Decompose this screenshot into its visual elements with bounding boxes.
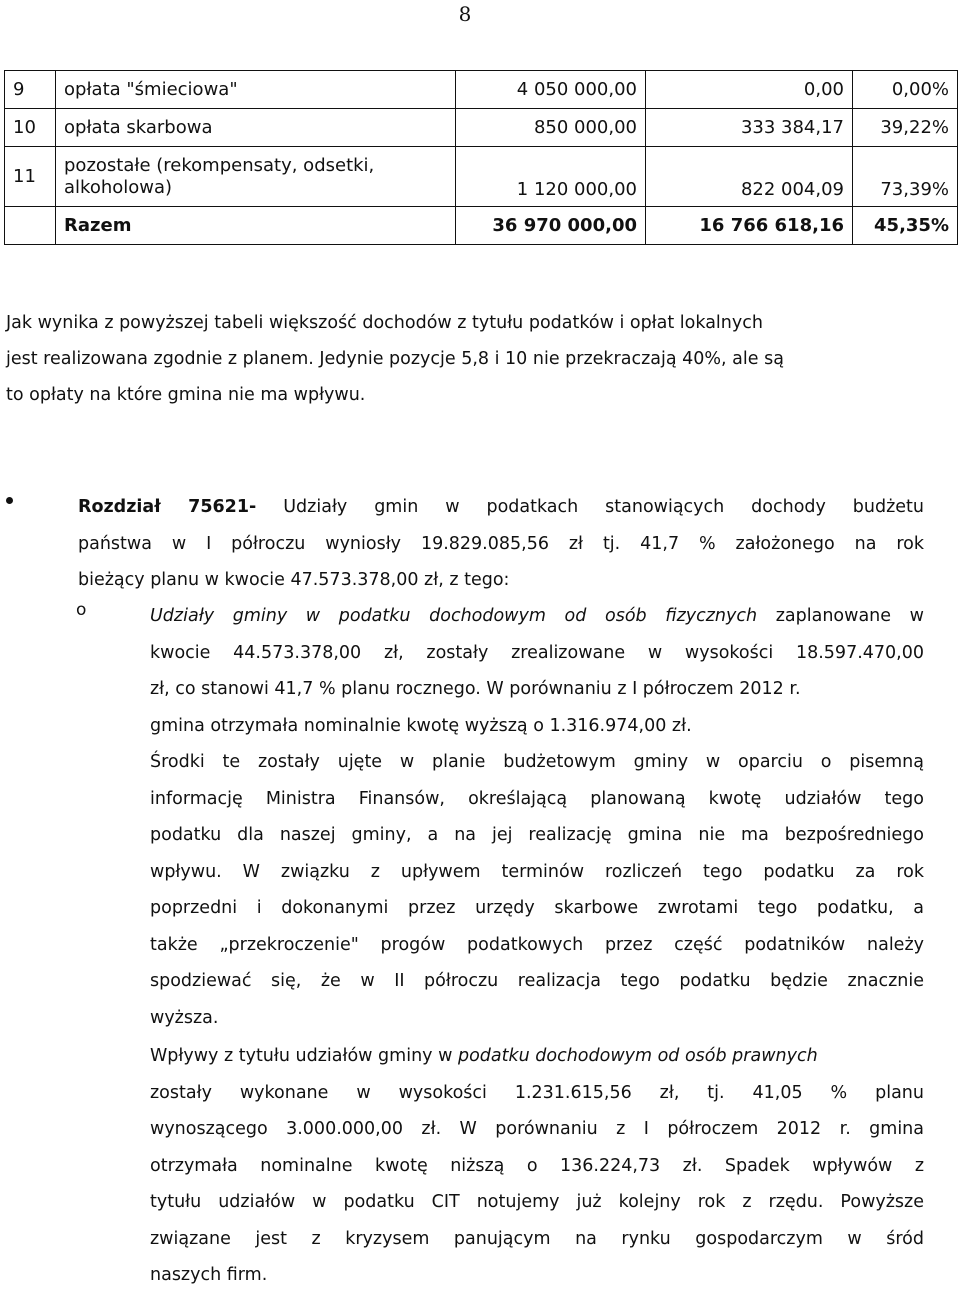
cit-title: podatku dochodowym od osób prawnych [457,1046,818,1066]
row-number: 11 [5,147,56,207]
total-percent: 45,35% [853,207,958,245]
pit-note-line: podatku dla naszej gminy, a na jej realizację gmina nie ma bezpośredniego [150,825,924,845]
row-plan: 4 050 000,00 [456,71,646,109]
row-plan: 850 000,00 [456,109,646,147]
pit-line: gmina otrzymała nominalnie kwotę wyższą o 1.316.974,00 zł. [150,715,692,736]
pit-note-line: wpływu. W związku z upływem terminów rozliczeń tego podatku za rok [150,861,924,882]
page-number: 8 [458,2,472,26]
section-paragraph [78,489,924,599]
row-percent: 73,39% [853,147,958,207]
row-executed: 822 004,09 [646,147,853,207]
pit-note-line: wyższa. [150,1007,219,1028]
pit-title-rest: zaplanowane w [775,606,924,626]
pit-note-line: Środki te zostały ujęte w planie budżetowym gminy w oparciu o pisemną [150,752,924,772]
cit-line: wynoszącego 3.000.000,00 zł. W porównaniu z I półroczem 2012 r. gmina [150,1119,924,1139]
section-title-rest: Udziały gmin w podatkach stanowiących dochody budżetu [283,497,925,517]
row-executed: 0,00 [646,71,853,109]
cit-paragraph [150,1038,924,1294]
cit-line: związane jest z kryzysem panującym na rynku gospodarczym w śród [150,1228,924,1249]
total-executed: 16 766 618,16 [646,207,853,245]
pit-paragraph [150,598,924,744]
pit-line: zł, co stanowi 41,7 % planu rocznego. W porównaniu z I półroczem 2012 r. [150,679,801,699]
bullet-icon [6,497,13,504]
section-line: państwa w I półroczu wyniosły 19.829.085,56 zł tj. 41,7 % założonego na rok [78,533,924,554]
pit-note-line: spodziewać się, że w II półroczu realizacja tego podatku będzie znacznie [150,971,924,991]
summary-line: Jak wynika z powyższej tabeli większość dochodów z tytułu podatków i opłat lokalnych [6,313,763,333]
sub-bullet-icon: o [76,600,87,620]
revenue-table [4,70,958,245]
total-label: Razem [56,207,456,245]
pit-note-line: informację Ministra Finansów, określającą planowaną kwotę udziałów tego [150,788,924,809]
cit-line: tytułu udziałów w podatku CIT notujemy już kolejny rok z rzędu. Powyższe [150,1192,924,1212]
row-executed: 333 384,17 [646,109,853,147]
cit-line [150,1038,924,1075]
row-name: opłata "śmieciowa" [56,71,456,109]
summary-line: jest realizowana zgodnie z planem. Jedynie pozycje 5,8 i 10 nie przekraczają 40%, ale są [6,349,784,369]
section-line: bieżący planu w kwocie 47.573.378,00 zł, z tego: [78,570,510,590]
pit-line: kwocie 44.573.378,00 zł, zostały zrealizowane w wysokości 18.597.470,00 [150,642,924,663]
section-line [78,489,924,526]
row-name: pozostałe (rekompensaty, odsetki, alkoholowa) [56,147,456,207]
row-plan: 1 120 000,00 [456,147,646,207]
pit-note-paragraph [150,744,924,1036]
total-plan: 36 970 000,00 [456,207,646,245]
row-percent: 39,22% [853,109,958,147]
table-total-row [5,207,958,245]
pit-title: Udziały gminy w podatku dochodowym od osób fizycznych [150,606,758,626]
cit-intro: Wpływy z tytułu udziałów gminy w [150,1046,453,1066]
summary-paragraph [6,305,926,413]
summary-line: to opłaty na które gmina nie ma wpływu. [6,385,366,405]
cit-line: zostały wykonane w wysokości 1.231.615,56 zł, tj. 41,05 % planu [150,1082,924,1103]
total-number [5,207,56,245]
cit-line: naszych firm. [150,1265,268,1285]
table-row [5,71,958,109]
table-row [5,147,958,207]
section-title: Rozdział 75621- [78,497,257,517]
pit-note-line: poprzedni i dokonanymi przez urzędy skarbowe zwrotami tego podatku, a [150,898,924,918]
row-percent: 0,00% [853,71,958,109]
row-number: 10 [5,109,56,147]
table-row [5,109,958,147]
pit-note-line: także „przekroczenie" progów podatkowych przez część podatników należy [150,934,924,955]
row-name: opłata skarbowa [56,109,456,147]
pit-line [150,598,924,635]
row-number: 9 [5,71,56,109]
cit-line: otrzymała nominalne kwotę niższą o 136.224,73 zł. Spadek wpływów z [150,1155,924,1176]
